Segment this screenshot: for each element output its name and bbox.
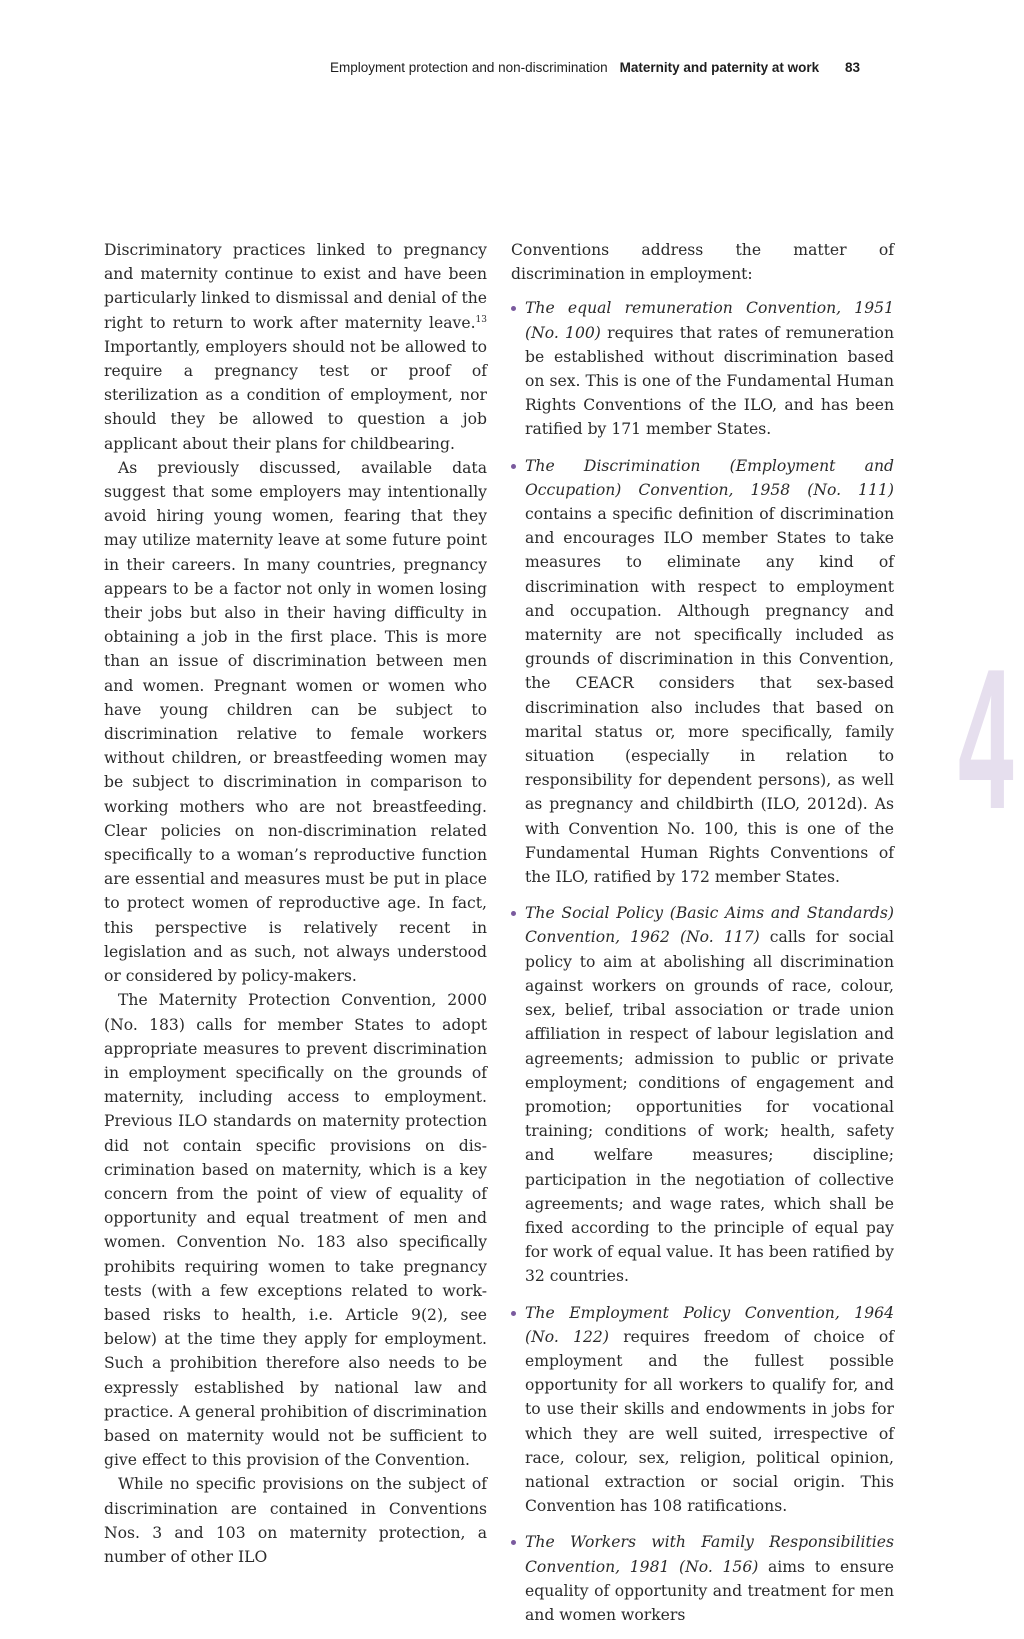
convention-title: The Employment Policy Convention, 1964 (No. 122) [525, 1303, 894, 1346]
convention-title: The Social Policy (Basic Aims and Standards) Convention, 1962 (No. 117) [525, 904, 894, 947]
bullet-icon [511, 911, 516, 916]
convention-text: requires that rates of remuneration be established without discrimination based on sex. This is one of the Fundamental Human Rights Conventions of the ILO, and has been ratified by 171 member States. [525, 323, 894, 439]
running-header [330, 60, 870, 75]
left-column [104, 238, 487, 1569]
conventions-intro: Conventions address the matter of discrimination in employment: [511, 241, 894, 284]
paragraph-hiring-discrimination: As previously discussed, available data suggest that some employers may intentionally avoid hiring young women, fearing that they may utilize maternity leave at some future point in their careers. In many countries, pregnancy appears to be a factor not only in women losing their jobs but also in their having difficulty in obtaining a job in the first place. This is more than an issue of discrimination between men and women. Pregnant women or women who have young children can be subject to discrimination relative to female workers without children, or breastfeeding women may be subject to discrimination in comparison to working mothers who are not breastfeeding. Clear policies on non-discrimination related specifically to a woman’s reproductive function are essential and measures must be put in place to protect women of reproductive age. In fact, this perspective is relatively recent in legislation and as such, not always understood or considered by policy-makers. [104, 458, 487, 986]
footnote-ref: 13 [475, 314, 487, 325]
bullet-icon [511, 306, 516, 311]
list-item [511, 1301, 894, 1519]
convention-title: The equal remuneration Convention, 1951 (No. 100) [525, 299, 894, 342]
convention-text: contains a specific definition of discrimination and encourages ILO member States to take measures to eliminate any kind of discrimination with respect to employment and occupation. Although pregnancy and maternity are not specifically included as grounds of discrimination in this Convention, the CEACR considers that sex-based discrimination also includes that based on marital status or, more specifically, family situation (especially in relation to responsibility for dependent persons), as well as pregnancy and childbirth (ILO, 2012d). As with Convention No. 100, this is one of the Fundamental Human Rights Conventions of the ILO, ratified by 172 member States. [525, 505, 894, 887]
right-column [511, 238, 894, 1639]
chapter-title: Employment protection and non-discrimination [330, 60, 608, 75]
conventions-list [511, 296, 894, 1627]
convention-text: requires freedom of choice of employment and the fullest possible opportunity for all workers to qualify for, and to use their skills and endowments in jobs for which they are well suited, irrespective of race, colour, sex, religion, political opinion, national extraction or social origin. This Convention has 108 ratifications. [525, 1327, 895, 1516]
list-item [511, 901, 894, 1288]
chapter-number-marker: 4 [958, 628, 1012, 851]
paragraph-convention-183: The Maternity Protection Convention, 2000 (No. 183) calls for member States to adopt appropriate measures to prevent discrimination in employment specifically on the grounds of maternity, including access to employment. Previous ILO standards on maternity protection did not contain specific provisions on discrimination based on maternity, which is a key concern from the point of view of equality of opportunity and equal treatment of men and women. Convention No. 183 also specifically prohibits requiring women to take pregnancy tests (with a few exceptions related to work-based risks to health, i.e. Article 9(2), see below) at the time they apply for employment. Such a prohibition therefore also needs to be expressly established by national law and practice. A general prohibition of discrimination based on maternity would not be sufficient to give effect to this provision of the Convention. [104, 991, 487, 1470]
bullet-icon [511, 1540, 516, 1545]
convention-text: calls for social policy to aim at abolishing all discrimination against workers on grounds of race, colour, sex, belief, tribal association or trade union affiliation in respect of labour legislation and agreements; admission to public or private employment; conditions of engagement and promotion; opportunities for vocational training; conditions of work; health, safety and welfare measures; discipline; participation in the negotiation of collective agreements; and wage rates, which shall be fixed according to the principle of equal pay for work of equal value. It has been ratified by 32 countries. [525, 928, 894, 1286]
book-title: Maternity and paternity at work [619, 60, 820, 75]
bullet-icon [511, 1311, 516, 1316]
page-number: 83 [845, 60, 861, 75]
paragraph-discriminatory-practices: Discriminatory practices linked to pregnancy and maternity continue to exist and have been particularly linked to dismissal and denial of the right to return to work after maternity leave.$^{13}$ Importantly, employers should not be allowed to require a pregnancy test or proof of sterilization as a condition of employment, nor should they be allowed to question a job applicant about their plans for childbearing. [104, 241, 487, 453]
list-item [511, 1530, 894, 1627]
paragraph-other-conventions: While no specific provisions on the subject of discrimination are contained in Conventions Nos. 3 and 103 on maternity protection, a number of other ILO [104, 1475, 487, 1566]
list-item [511, 454, 894, 890]
convention-text: aims to ensure equality of opportunity and treatment for men and women workers [525, 1557, 894, 1624]
convention-title: The Workers with Family Responsibilities Convention, 1981 (No. 156) [525, 1533, 894, 1576]
list-item [511, 296, 894, 441]
convention-title: The Discrimination (Employment and Occupation) Convention, 1958 (No. 111) [525, 456, 894, 499]
bullet-icon [511, 464, 516, 469]
